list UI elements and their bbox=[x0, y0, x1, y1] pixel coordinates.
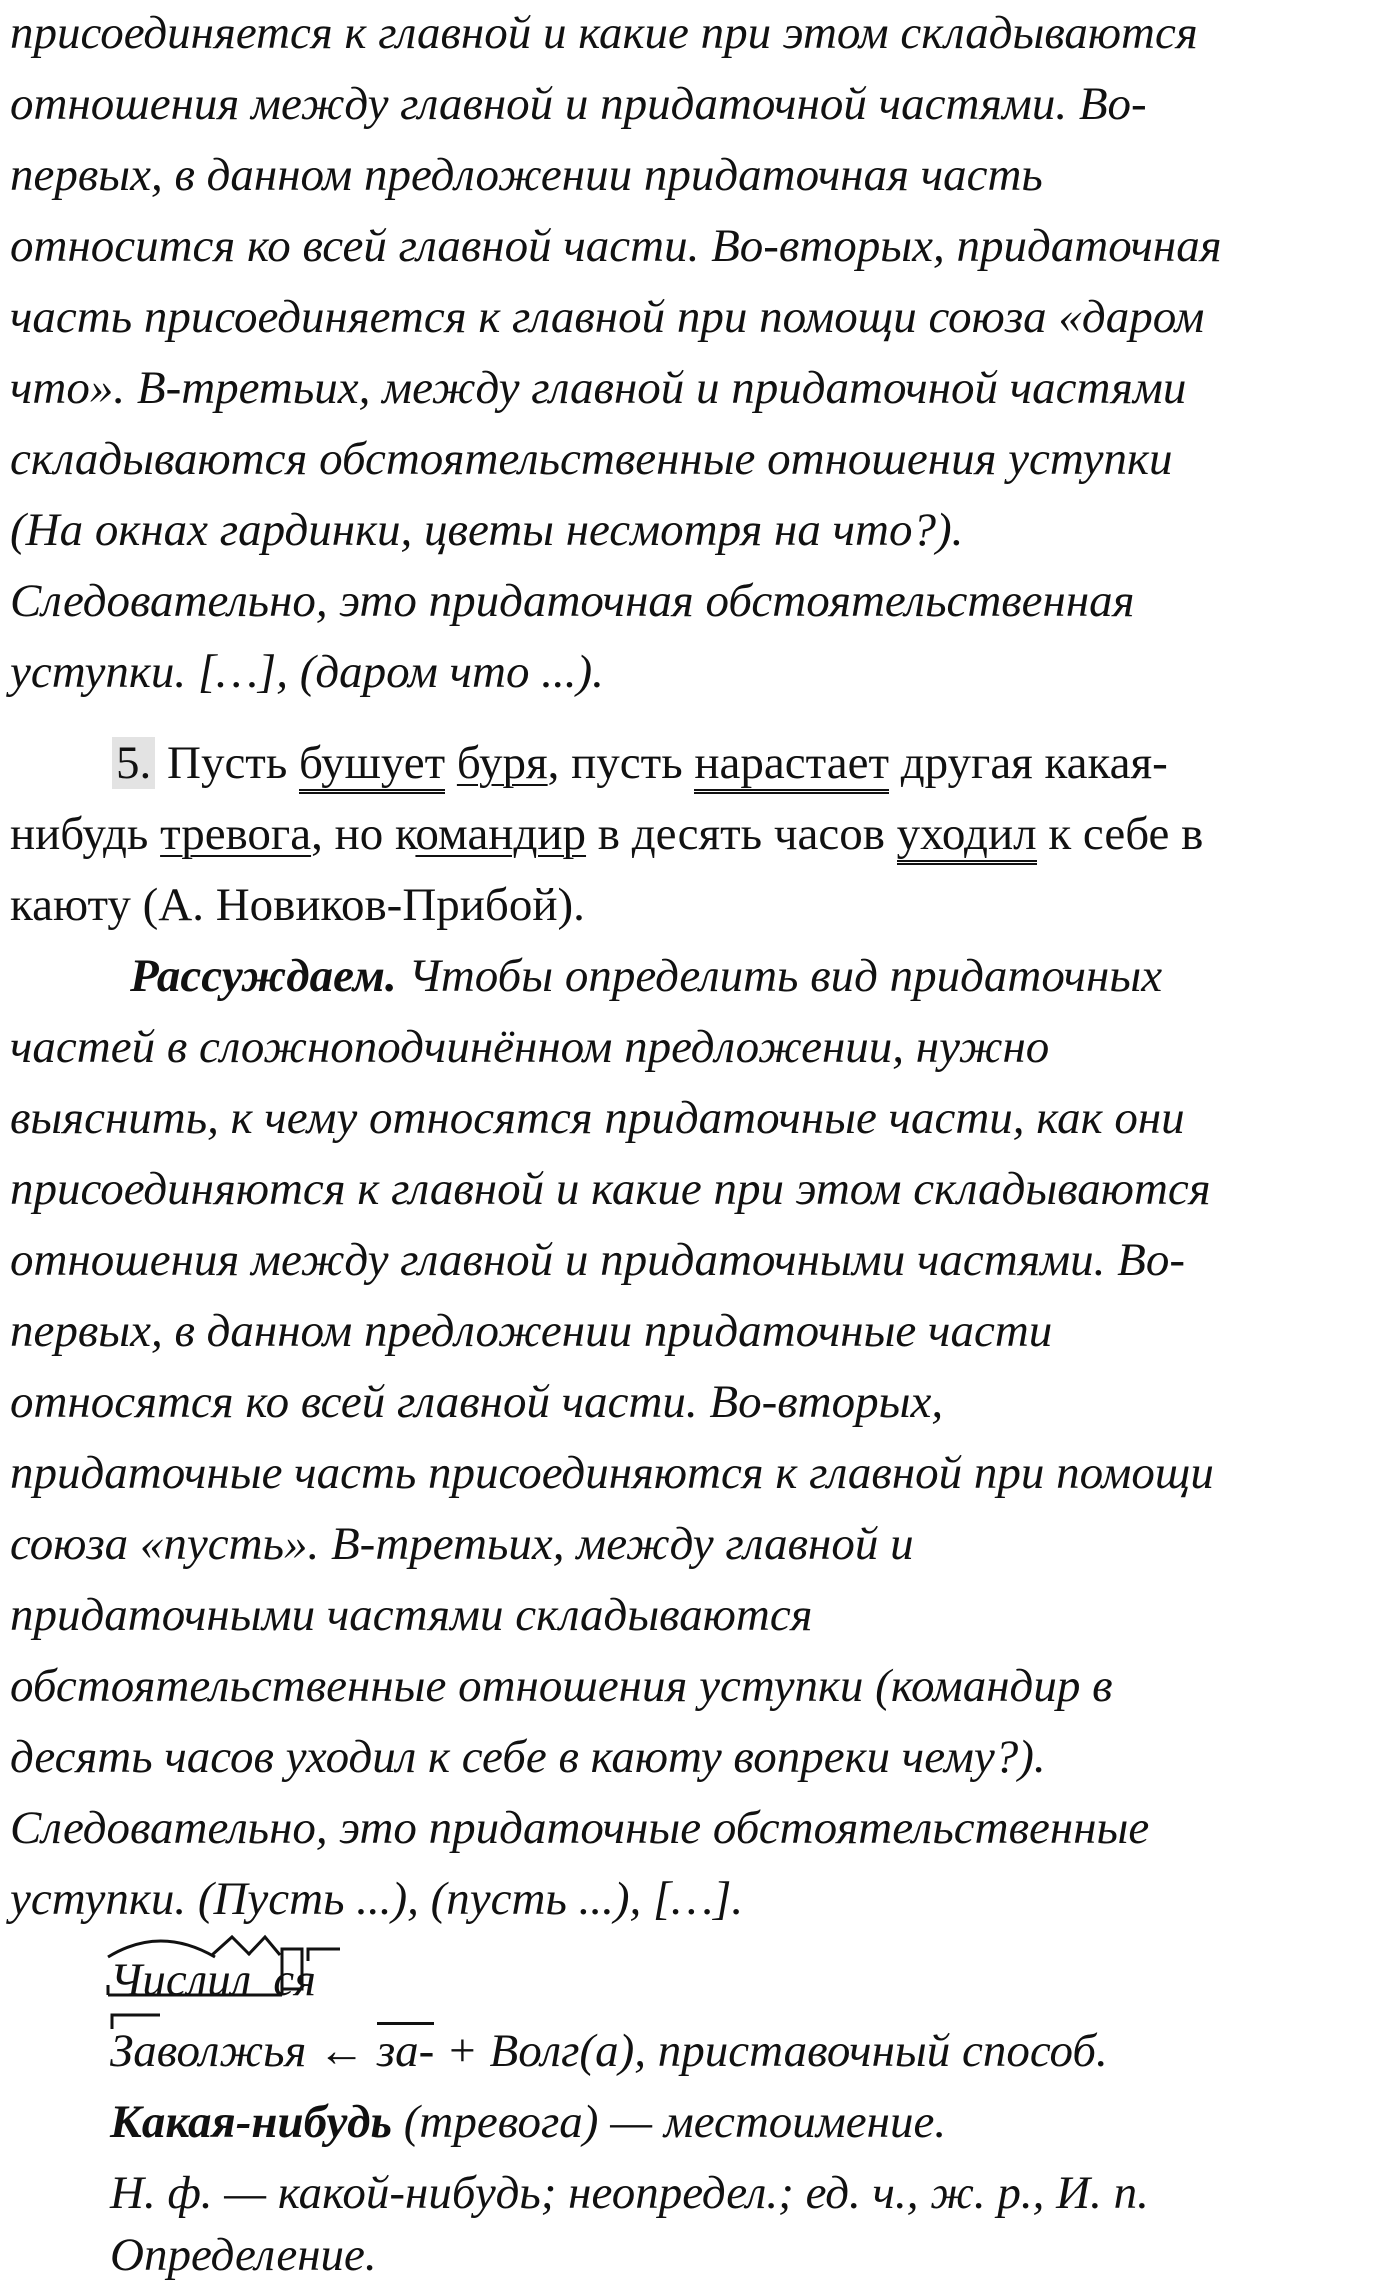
predicate: бушует bbox=[299, 737, 445, 794]
task-sentence-line-2: нибудь тревога, но командир в десять часов уходил к себе в bbox=[10, 804, 1203, 864]
reasoning-line-1: Рассуждаем. Чтобы определить вид придаточных bbox=[130, 950, 1163, 1002]
text-line: относятся ко всей главной части. Во-вторых, bbox=[10, 1376, 944, 1428]
syntactic-role-line: Определение. bbox=[110, 2229, 377, 2281]
pos-analysis-line: Какая-нибудь (тревога) — местоимение. bbox=[110, 2096, 947, 2148]
text-line: придаточными частями складываются bbox=[10, 1589, 813, 1641]
ending-box-icon bbox=[282, 1949, 302, 1989]
text-line: уступки. (Пусть ...), (пусть ...), […]. bbox=[10, 1873, 744, 1925]
predicate: нарастает bbox=[694, 737, 889, 794]
prefix-mark-icon bbox=[112, 2015, 160, 2029]
text-line: Следовательно, это придаточные обстоятельственные bbox=[10, 1802, 1150, 1854]
task-sentence-line-3: каюту (А. Новиков-Прибой). bbox=[10, 879, 585, 931]
subject: тревога bbox=[160, 808, 312, 860]
morpheme-marks bbox=[100, 1927, 360, 2007]
subject: буря bbox=[456, 737, 548, 789]
text-line: что». В-третьих, между главной и придаточной частями bbox=[10, 362, 1187, 414]
derived-word: Заволжья bbox=[110, 2025, 307, 2077]
text-line: Следовательно, это придаточная обстоятельственная bbox=[10, 575, 1135, 627]
root-arc-icon bbox=[108, 1941, 215, 1957]
word-prefix-mark bbox=[110, 2011, 180, 2031]
pos-features-line: Н. ф. — какой-нибудь; неопредел.; ед. ч., ж. р., И. п. bbox=[110, 2167, 1149, 2219]
text-line: выяснить, к чему относятся придаточные части, как они bbox=[10, 1092, 1185, 1144]
text-line: отношения между главной и придаточной частями. Во- bbox=[10, 78, 1147, 130]
text-line: отношения между главной и придаточными частями. Во- bbox=[10, 1234, 1185, 1286]
postfix-mark-icon bbox=[308, 1949, 340, 1961]
text-line: первых, в данном предложении придаточные части bbox=[10, 1305, 1053, 1357]
text-line: союза «пусть». В-третьих, между главной и bbox=[10, 1518, 914, 1570]
subject: омандир bbox=[415, 808, 587, 860]
word-stem: Числил bbox=[110, 1954, 252, 2006]
predicate: уходил bbox=[897, 808, 1037, 865]
text-line: присоединяются к главной и какие при этом складываются bbox=[10, 1163, 1211, 1215]
suffix-hat-icon bbox=[248, 1937, 280, 1955]
text-line: часть присоединяется к главной при помощи союза «даром bbox=[10, 291, 1205, 343]
task-number: 5. bbox=[112, 737, 155, 789]
word-formation-line: Заволжья ← за- + Волг(а), приставочный способ. bbox=[110, 2021, 1108, 2081]
text-line: придаточные часть присоединяются к главной при помощи bbox=[10, 1447, 1214, 1499]
reasoning-lead: Рассуждаем. bbox=[130, 950, 397, 1002]
text-line: (На окнах гардинки, цветы несмотря на что?). bbox=[10, 504, 964, 556]
text-line: присоединяется к главной и какие при этом складываются bbox=[10, 7, 1198, 59]
suffix-hat-icon bbox=[212, 1937, 250, 1955]
text-line: первых, в данном предложении придаточная часть bbox=[10, 149, 1043, 201]
prefix: за- bbox=[377, 2022, 435, 2077]
word-postfix: ся bbox=[273, 1954, 316, 2006]
analyzed-word: Какая-нибудь bbox=[110, 2096, 392, 2148]
text-line: обстоятельственные отношения уступки (командир в bbox=[10, 1660, 1113, 1712]
text-line: относится ко всей главной части. Во-вторых, придаточная bbox=[10, 220, 1222, 272]
text-line: уступки. […], (даром что ...). bbox=[10, 646, 604, 698]
text-line: частей в сложноподчинённом предложении, нужно bbox=[10, 1021, 1050, 1073]
task-sentence-line-1: 5. Пусть бушует буря, пусть нарастает другая какая- bbox=[112, 733, 1168, 793]
text-line: десять часов уходил к себе в каюту вопреки чему?). bbox=[10, 1731, 1046, 1783]
arrow-icon: ← bbox=[318, 2025, 366, 2077]
text-line: складываются обстоятельственные отношения уступки bbox=[10, 433, 1173, 485]
